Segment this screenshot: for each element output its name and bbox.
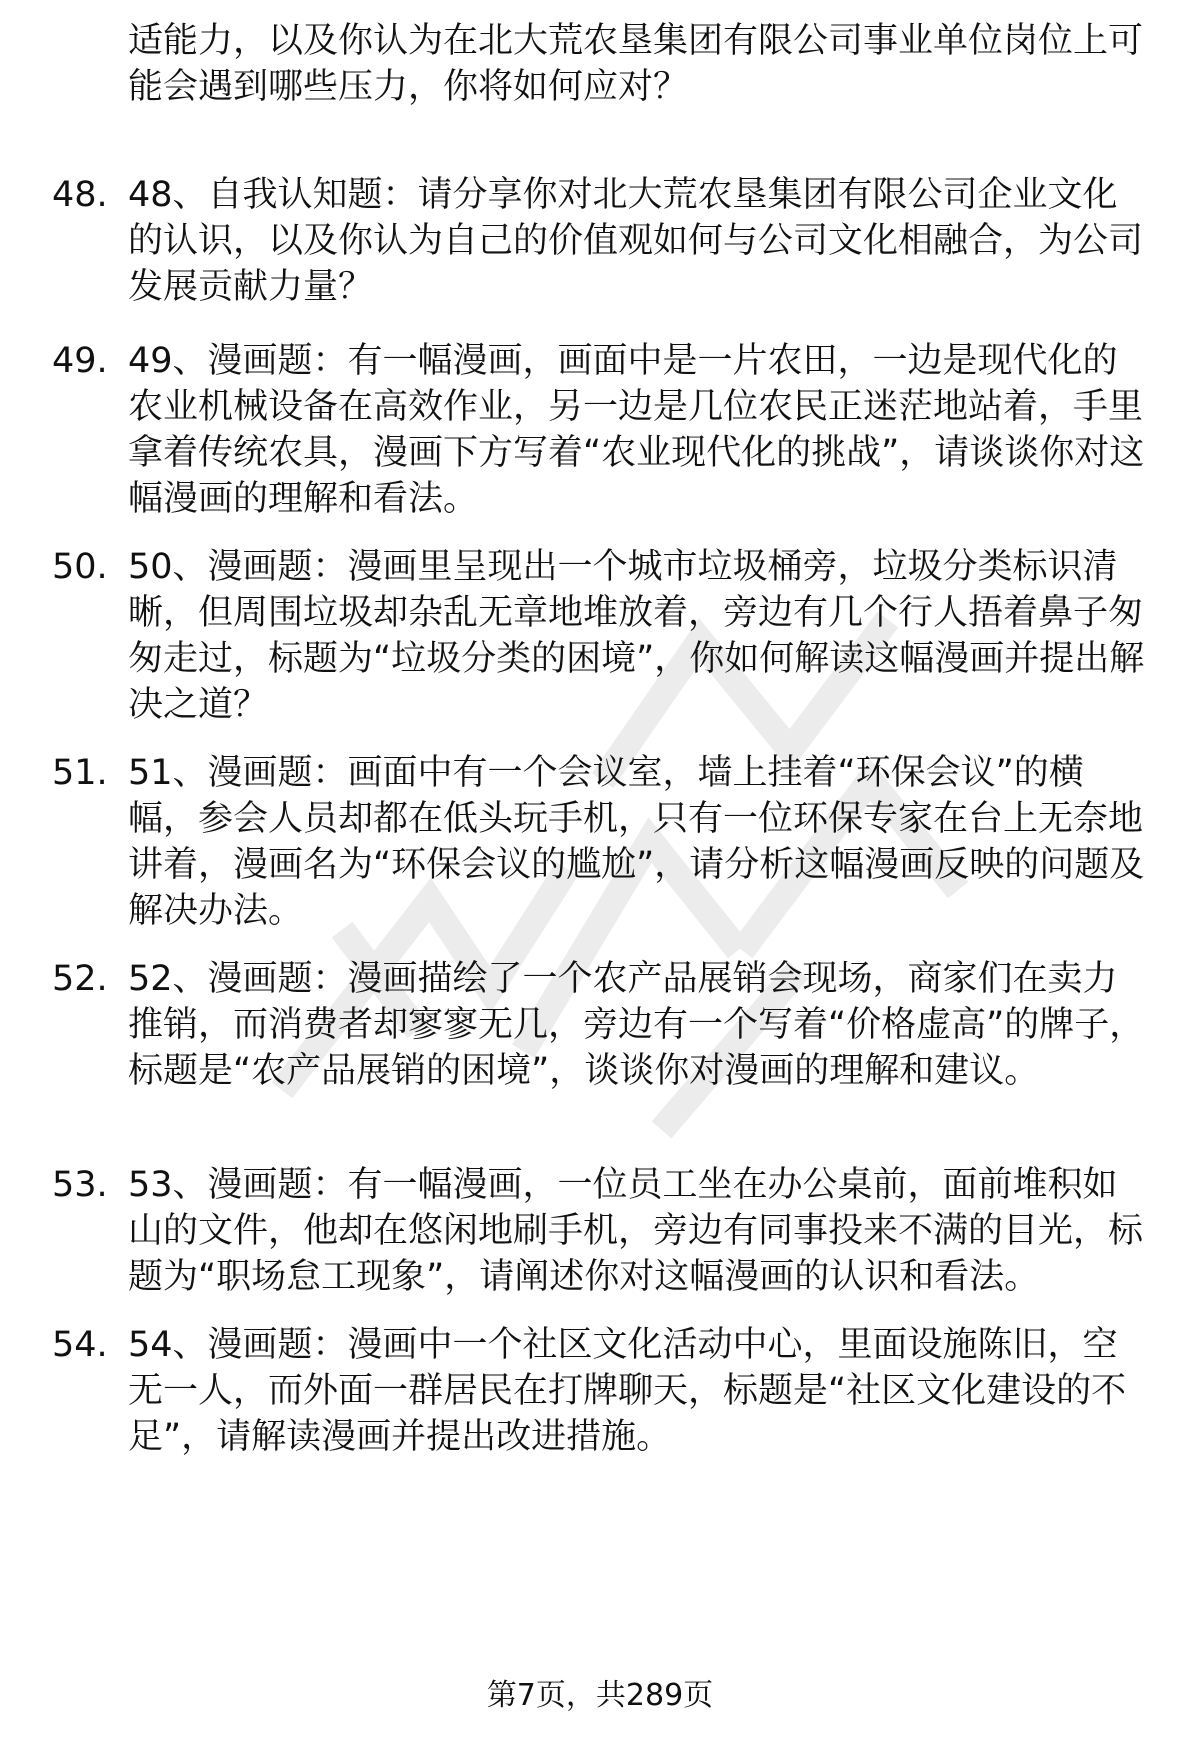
continuation-text: 适能力，以及你认为在北大荒农垦集团有限公司事业单位岗位上可能会遇到哪些压力，你将如何应对？	[128, 21, 1144, 107]
question-text: 48、自我认知题：请分享你对北大荒农垦集团有限公司企业文化的认识，以及你认为自己的价值观如何与公司文化相融合，为公司发展贡献力量？	[128, 175, 1144, 307]
question-text: 51、漫画题：画面中有一个会议室，墙上挂着“环保会议”的横幅，参会人员却都在低头玩手机，只有一位环保专家在台上无奈地讲着，漫画名为“环保会议的尴尬”，请分析这幅漫画反映的问题及解决办法。	[128, 753, 1145, 931]
question-number: 54.	[52, 1325, 108, 1365]
question-text: 53、漫画题：有一幅漫画，一位员工坐在办公桌前，面前堆积如山的文件，他却在悠闲地刷手机，旁边有同事投来不满的目光，标题为“职场怠工现象”，请阐述你对这幅漫画的认识和看法。	[128, 1165, 1144, 1297]
question-number: 49.	[52, 341, 108, 381]
question-text: 49、漫画题：有一幅漫画，画面中是一片农田，一边是现代化的农业机械设备在高效作业，另一边是几位农民正迷茫地站着，手里拿着传统农具，漫画下方写着“农业现代化的挑战”，请谈谈你对这幅漫画的理解和看法。	[128, 341, 1145, 519]
page-footer: 第7页，共289页	[486, 1678, 714, 1713]
question-text: 50、漫画题：漫画里呈现出一个城市垃圾桶旁，垃圾分类标识清晰，但周围垃圾却杂乱无章地堆放着，旁边有几个行人捂着鼻子匆匆走过，标题为“垃圾分类的困境”，你如何解读这幅漫画并提出解决之道？	[128, 547, 1145, 725]
question-number: 51.	[52, 753, 108, 793]
question-number: 53.	[52, 1165, 108, 1205]
question-number: 50.	[52, 547, 108, 587]
question-number: 48.	[52, 175, 108, 215]
question-text: 54、漫画题：漫画中一个社区文化活动中心，里面设施陈旧，空无一人，而外面一群居民在打牌聊天，标题是“社区文化建设的不足”，请解读漫画并提出改进措施。	[128, 1325, 1127, 1457]
question-text: 52、漫画题：漫画描绘了一个农产品展销会现场，商家们在卖力推销，而消费者却寥寥无几，旁边有一个写着“价格虚高”的牌子，标题是“农产品展销的困境”，谈谈你对漫画的理解和建议。	[128, 959, 1145, 1091]
question-number: 52.	[52, 959, 108, 999]
